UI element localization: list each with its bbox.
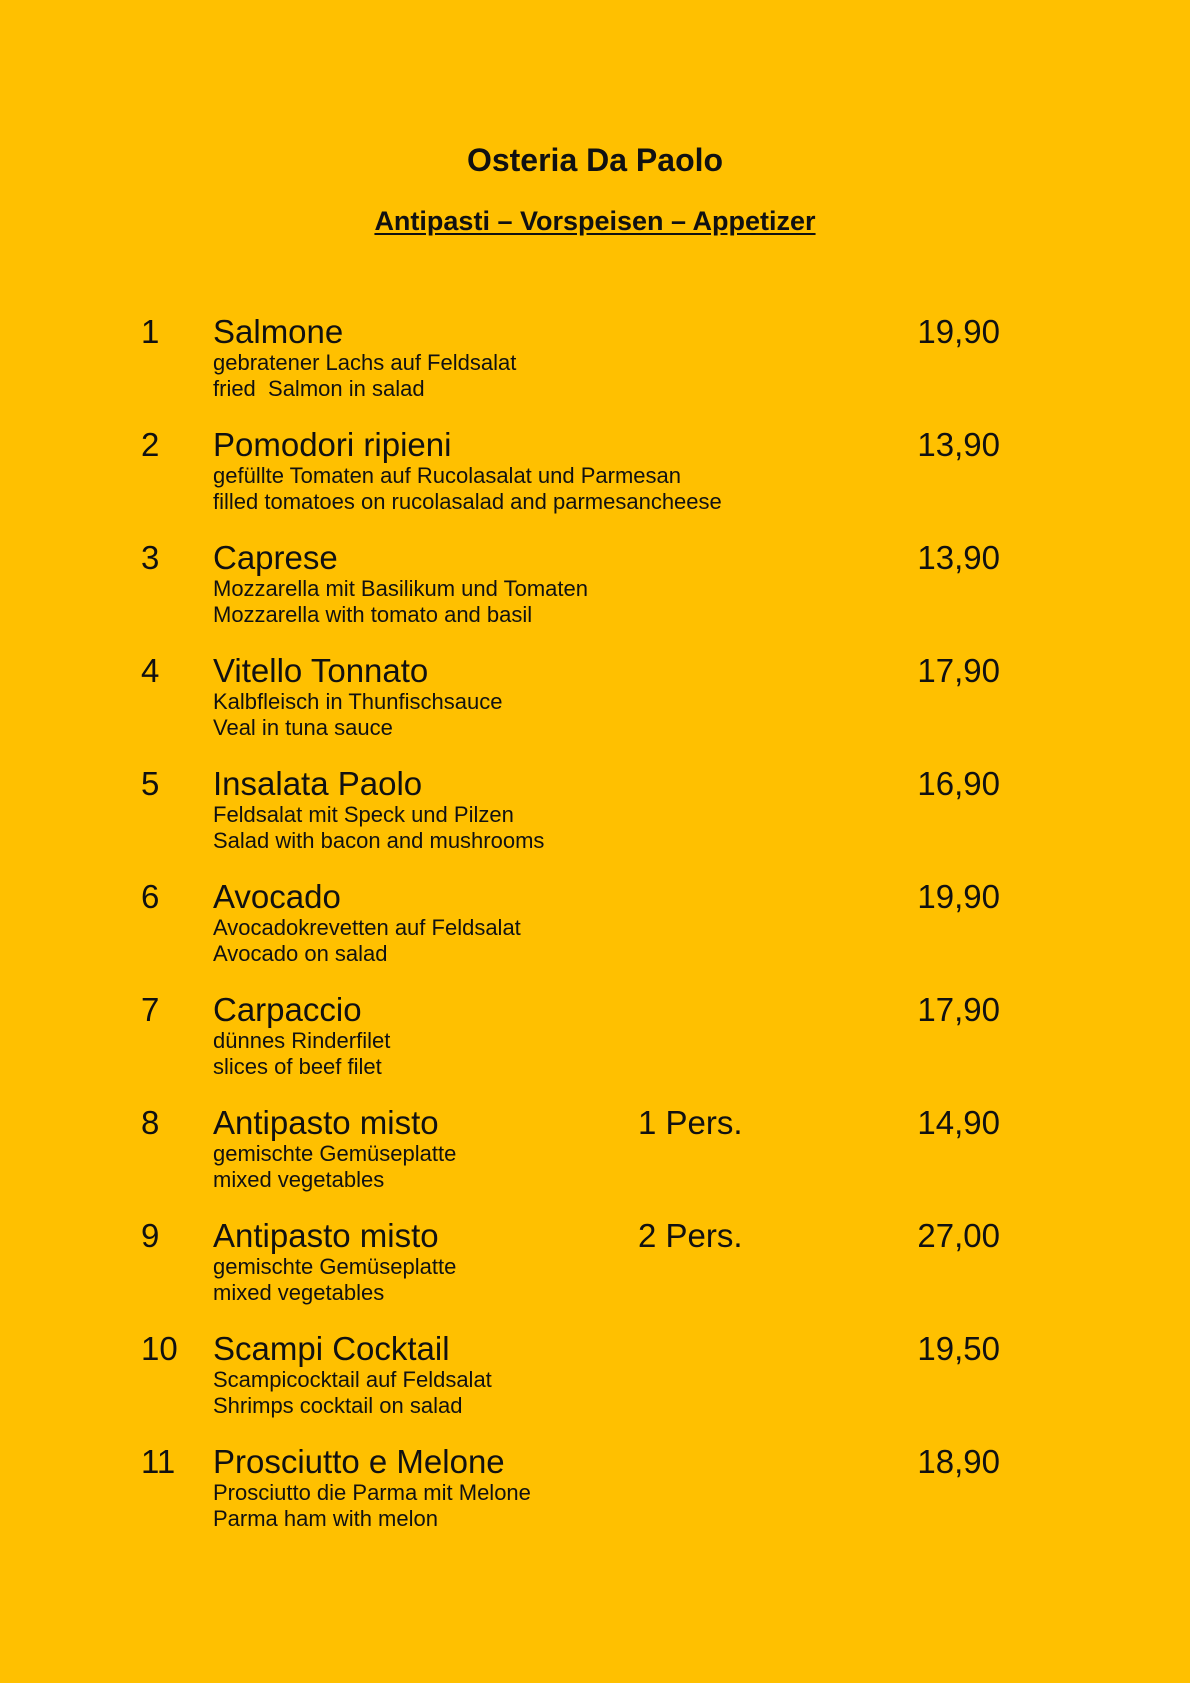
item-number: 10	[141, 1330, 178, 1367]
item-price: 18,90	[917, 1443, 1000, 1480]
item-description-en: Mozzarella with tomato and basil	[213, 602, 533, 627]
item-number: 9	[141, 1217, 160, 1254]
item-name: Scampi Cocktail	[213, 1330, 450, 1367]
item-name: Antipasto misto	[213, 1104, 439, 1141]
item-description-de: Mozzarella mit Basilikum und Tomaten	[213, 576, 588, 601]
item-description-de: Kalbfleisch in Thunfischsauce	[213, 689, 503, 714]
item-number: 5	[141, 765, 160, 802]
item-price: 19,50	[917, 1330, 1000, 1367]
item-name: Prosciutto e Melone	[213, 1443, 505, 1480]
item-number: 1	[141, 313, 160, 350]
item-description-en: slices of beef filet	[213, 1054, 382, 1079]
menu-item	[0, 990, 1190, 1103]
item-number: 8	[141, 1104, 160, 1141]
item-portion: 2 Pers.	[638, 1217, 743, 1254]
item-price: 13,90	[917, 426, 1000, 463]
item-description-en: Veal in tuna sauce	[213, 715, 393, 740]
item-name: Antipasto misto	[213, 1217, 439, 1254]
item-description-en: Parma ham with melon	[213, 1506, 438, 1531]
item-price: 16,90	[917, 765, 1000, 802]
item-description-de: gefüllte Tomaten auf Rucolasalat und Parmesan	[213, 463, 681, 488]
item-name: Avocado	[213, 878, 341, 915]
item-number: 2	[141, 426, 160, 463]
menu-item	[0, 312, 1190, 425]
item-description-de: gebratener Lachs auf Feldsalat	[213, 350, 517, 375]
item-number: 3	[141, 539, 160, 576]
item-description-de: dünnes Rinderfilet	[213, 1028, 391, 1053]
menu-item	[0, 1103, 1190, 1216]
item-number: 7	[141, 991, 160, 1028]
item-name: Salmone	[213, 313, 344, 350]
item-price: 13,90	[917, 539, 1000, 576]
item-price: 19,90	[917, 313, 1000, 350]
item-description-en: Salad with bacon and mushrooms	[213, 828, 545, 853]
item-portion: 1 Pers.	[638, 1104, 743, 1141]
item-name: Carpaccio	[213, 991, 362, 1028]
section-heading: Antipasti – Vorspeisen – Appetizer	[374, 206, 816, 236]
menu-item	[0, 764, 1190, 877]
item-description-en: fried Salmon in salad	[213, 376, 425, 401]
item-description-de: Avocadokrevetten auf Feldsalat	[213, 915, 521, 940]
item-name: Caprese	[213, 539, 338, 576]
item-price: 27,00	[917, 1217, 1000, 1254]
menu-item	[0, 877, 1190, 990]
item-number: 4	[141, 652, 160, 689]
menu-item	[0, 1442, 1190, 1555]
item-name: Vitello Tonnato	[213, 652, 429, 689]
item-price: 19,90	[917, 878, 1000, 915]
menu-item	[0, 1329, 1190, 1442]
menu-item	[0, 538, 1190, 651]
item-description-de: Feldsalat mit Speck und Pilzen	[213, 802, 514, 827]
restaurant-title: Osteria Da Paolo	[466, 142, 724, 178]
item-price: 17,90	[917, 652, 1000, 689]
item-number: 6	[141, 878, 160, 915]
item-description-de: gemischte Gemüseplatte	[213, 1254, 457, 1279]
item-description-en: mixed vegetables	[213, 1280, 385, 1305]
item-description-de: gemischte Gemüseplatte	[213, 1141, 457, 1166]
menu-item	[0, 651, 1190, 764]
item-description-de: Prosciutto die Parma mit Melone	[213, 1480, 531, 1505]
item-description-de: Scampicocktail auf Feldsalat	[213, 1367, 492, 1392]
item-name: Pomodori ripieni	[213, 426, 452, 463]
item-number: 11	[141, 1443, 176, 1480]
menu-list	[0, 312, 1190, 1555]
item-description-en: mixed vegetables	[213, 1167, 385, 1192]
item-description-en: filled tomatoes on rucolasalad and parmesancheese	[213, 489, 722, 514]
item-price: 14,90	[917, 1104, 1000, 1141]
item-name: Insalata Paolo	[213, 765, 423, 802]
item-description-en: Avocado on salad	[213, 941, 388, 966]
item-price: 17,90	[917, 991, 1000, 1028]
menu-item	[0, 425, 1190, 538]
item-description-en: Shrimps cocktail on salad	[213, 1393, 463, 1418]
menu-item	[0, 1216, 1190, 1329]
